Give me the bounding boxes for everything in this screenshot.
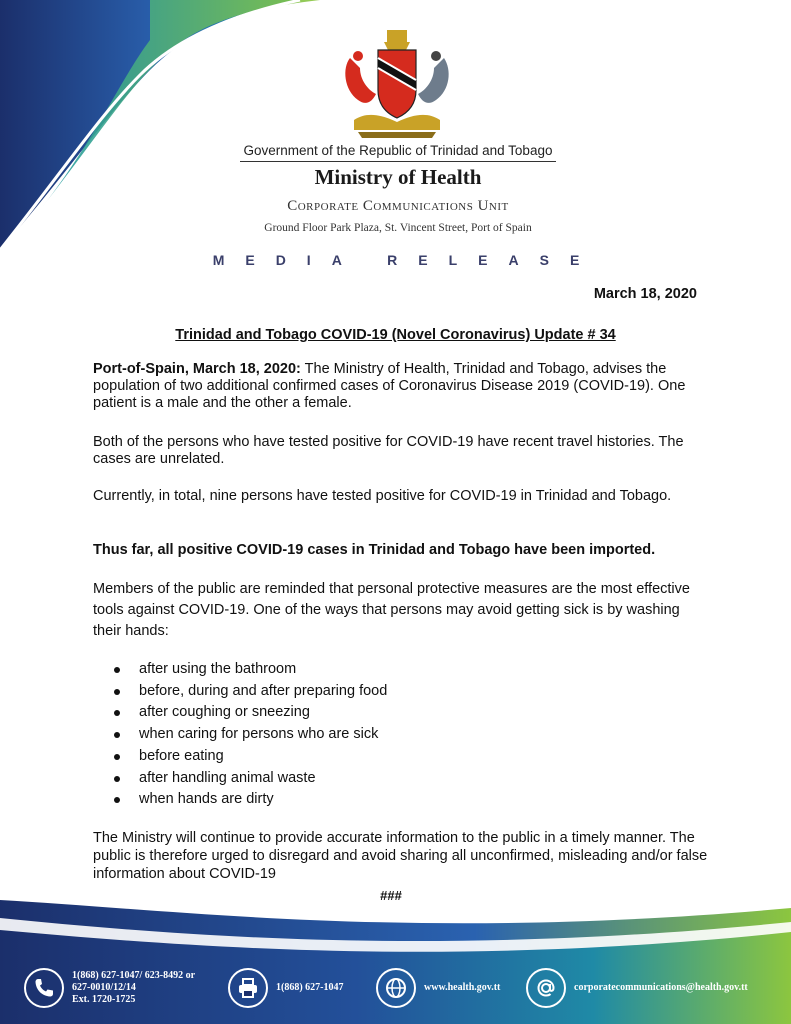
fax-number: 1(868) 627-1047: [276, 982, 344, 993]
intro-text: The Ministry of Health, Trinidad and Tobago, advises the population of two additional confirmed cases of Coronavirus Disease 2019 (COVID-19). One patient is a male and the other a female.: [93, 361, 686, 411]
ministry-title: Ministry of Health: [314, 165, 482, 189]
unit-name: Corporate Communications Unit: [287, 198, 509, 214]
headline: Trinidad and Tobago COVID-19 (Novel Coronavirus) Update # 34: [175, 327, 616, 343]
email-at-icon: [526, 968, 566, 1008]
contact-phone: [24, 966, 195, 1010]
phone-line-3: Ext. 1720-1725: [72, 994, 136, 1005]
paragraph-measures: Members of the public are reminded that personal protective measures are the most effective tools against COVID-19. One of the ways that persons may avoid getting sick is by washing their hands:: [93, 581, 690, 639]
fax-icon: [228, 968, 268, 1008]
dateline: Port-of-Spain, March 18, 2020:: [93, 361, 301, 377]
end-mark: ###: [380, 888, 402, 903]
paragraph-intro: [93, 361, 705, 412]
paragraph-total: Currently, in total, nine persons have tested positive for COVID-19 in Trinidad and Tobago.: [93, 488, 672, 504]
paragraph-imported: Thus far, all positive COVID-19 cases in Trinidad and Tobago have been imported.: [93, 542, 656, 558]
phone-line-2: 627-0010/12/14: [72, 982, 136, 993]
list-item: when caring for persons who are sick: [112, 724, 387, 746]
list-item: before eating: [112, 746, 387, 768]
phone-line-1: 1(868) 627-1047/ 623-8492 or: [72, 970, 196, 981]
list-item: after coughing or sneezing: [112, 702, 387, 724]
address: Ground Floor Park Plaza, St. Vincent Street, Port of Spain: [264, 222, 532, 234]
email-link[interactable]: corporatecommunications@health.gov.tt: [574, 982, 748, 993]
list-item: when hands are dirty: [112, 789, 387, 811]
contact-website: [376, 966, 500, 1010]
list-item: after using the bathroom: [112, 659, 387, 681]
handwashing-list: [112, 659, 387, 811]
media-release-label: MEDIA RELEASE: [212, 252, 601, 268]
phone-numbers: [72, 970, 195, 1006]
paragraph-travel: Both of the persons who have tested positive for COVID-19 have recent travel histories. The cases are unrelated.: [93, 434, 684, 467]
website-link[interactable]: www.health.gov.tt: [424, 982, 501, 993]
release-date: March 18, 2020: [593, 286, 697, 302]
list-item: after handling animal waste: [112, 768, 387, 790]
globe-icon: [376, 968, 416, 1008]
contact-email: [526, 966, 748, 1010]
phone-icon: [24, 968, 64, 1008]
paragraph-closing: The Ministry will continue to provide accurate information to the public in a timely manner. The public is therefore urged to disregard and avoid sharing all unconfirmed, misleading and/or false information about COVID-19: [93, 830, 708, 882]
list-item: before, during and after preparing food: [112, 681, 387, 703]
contact-fax: [228, 966, 344, 1010]
government-line: Government of the Republic of Trinidad and Tobago: [240, 143, 556, 162]
coat-of-arms-icon: [336, 28, 458, 140]
